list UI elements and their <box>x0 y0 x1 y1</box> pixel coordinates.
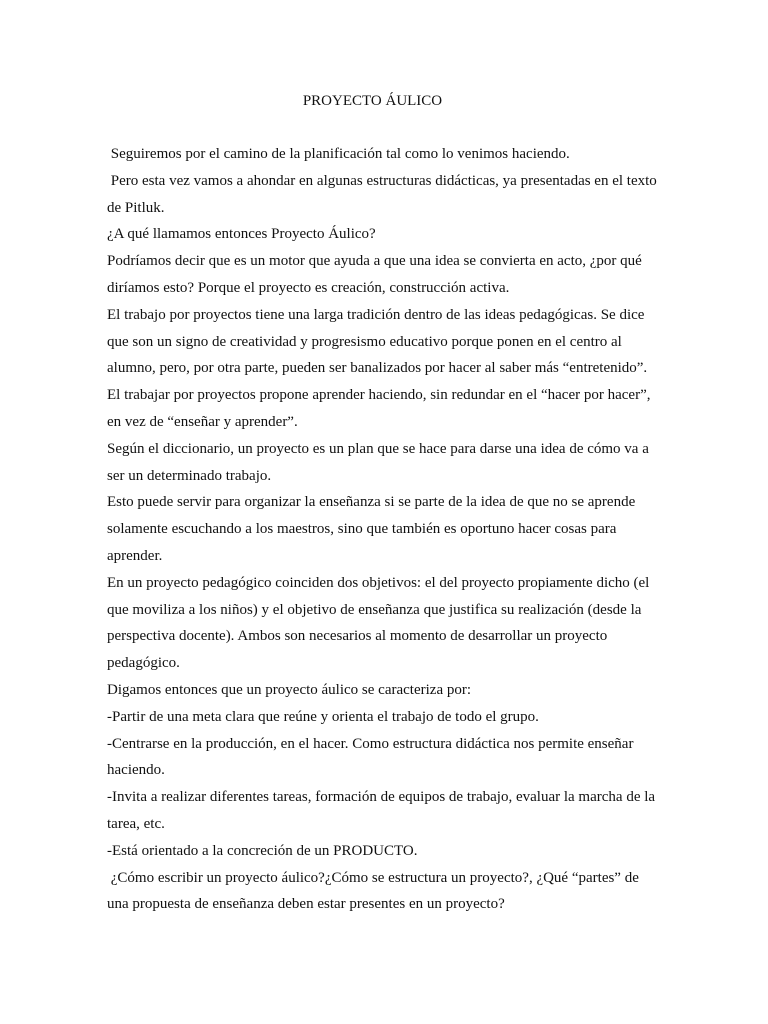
document-title: PROYECTO ÁULICO <box>302 93 443 109</box>
document-body <box>107 141 663 918</box>
paragraph: ¿A qué llamamos entonces Proyecto Áulico? <box>107 226 376 243</box>
paragraph: En un proyecto pedagógico coinciden dos objetivos: el del proyecto propiamente dicho (el que moviliza a los niños) y el objetivo de enseñanza que justifica su realización (desde la perspectiva docente). Ambos son necesarios al momento de desarrollar un proyecto pedagógico. <box>107 574 650 672</box>
list-item: -Centrarse en la producción, en el hacer. Como estructura didáctica nos permite enseñar haciendo. <box>107 735 634 779</box>
paragraph: Seguiremos por el camino de la planificación tal como lo venimos haciendo. <box>107 146 570 162</box>
list-item: -Invita a realizar diferentes tareas, formación de equipos de trabajo, evaluar la marcha de la tarea, etc. <box>107 789 656 832</box>
paragraph: Pero esta vez vamos a ahondar en algunas estructuras didácticas, ya presentadas en el texto de Pitluk. <box>107 172 661 216</box>
paragraph: ¿Cómo escribir un proyecto áulico?¿Cómo se estructura un proyecto?, ¿Qué “partes” de una propuesta de enseñanza deben estar presentes en un proyecto? <box>107 869 643 913</box>
list-item: -Está orientado a la concreción de un PRODUCTO. <box>107 842 418 859</box>
paragraph: Según el diccionario, un proyecto es un plan que se hace para darse una idea de cómo va a ser un determinado trabajo. <box>107 440 649 484</box>
paragraph: Esto puede servir para organizar la enseñanza si se parte de la idea de que no se aprende solamente escuchando a los maestros, sino que también es oportuno hacer cosas para aprender. <box>107 494 636 564</box>
list-item: -Partir de una meta clara que reúne y orienta el trabajo de todo el grupo. <box>107 708 539 725</box>
paragraph: El trabajar por proyectos propone aprender haciendo, sin redundar en el “hacer por hacer”, en vez de “enseñar y aprender”. <box>107 387 651 430</box>
paragraph: El trabajo por proyectos tiene una larga tradición dentro de las ideas pedagógicas. Se dice que son un signo de creatividad y progresismo educativo porque ponen en el centro al alumno, pero, por otra parte, pueden ser banalizados por hacer al saber más “entretenido”. <box>107 306 648 377</box>
paragraph: Podríamos decir que es un motor que ayuda a que una idea se convierta en acto, ¿por qué diríamos esto? Porque el proyecto es creación, construcción activa. <box>107 253 642 296</box>
paragraph: Digamos entonces que un proyecto áulico se caracteriza por: <box>107 681 472 698</box>
